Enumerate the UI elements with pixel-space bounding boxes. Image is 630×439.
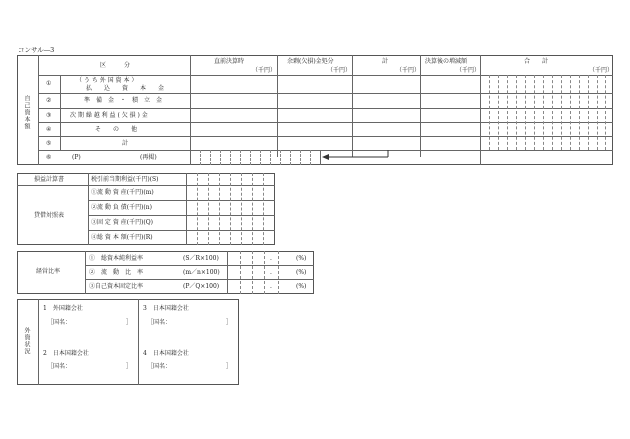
ratio-formula: (P／Q×100) [183,283,220,290]
country-field[interactable]: ［国名： [147,363,172,370]
pl-label: 損益計算書 [34,176,65,183]
capital-side-label: 自己資本額 [23,95,30,130]
country-field[interactable]: ［国名： [147,319,172,326]
row-label: (再掲) [140,154,157,161]
row-label: 次 期 繰 越 利 益 ( 欠 損 ) 金 [70,112,148,119]
ratio-name: ③自己資本固定比率 [89,283,144,290]
header-prev-settlement: 直前決算時 [214,58,245,65]
country-field-close: ］ [126,363,133,370]
row-num: ③ [46,112,52,119]
row-label: 準 備 金 ・ 積 立 金 [84,97,163,104]
bs-label: 貸借対照表 [34,212,65,219]
ratio-name: ② 流 動 比 率 [89,269,144,276]
row-num: ⑤ [46,140,52,147]
header-unit: （千円） [396,67,421,74]
row-num: ② [46,97,52,104]
country-field[interactable]: ［国名： [47,319,72,326]
ratio-name: ① 総資本純利益率 [89,255,144,262]
header-category: 区 分 [100,62,131,69]
row-label: （ う ち 外 国 資 本 ） [76,77,138,84]
ratio-unit: (%) [296,283,307,290]
row-num: ⑥ [46,154,52,161]
ratio-unit: (%) [296,269,307,276]
row-label: そ の 他 [95,126,138,133]
bs-item: ④総 資 本 額(千円)(R) [91,234,153,241]
header-change-after: 決算後の増減額 [425,58,468,65]
country-field-close: ］ [226,319,233,326]
row-num: ① [46,80,52,87]
country-field-close: ］ [126,319,133,326]
header-surplus: 余剰(欠損)金処分 [287,58,334,65]
row-label: 計 [122,140,129,147]
bs-item: ②流 動 負 債(千円)(n) [91,204,152,211]
foreign-cell-title: 3 日本国籍会社 [143,305,189,312]
country-field-close: ］ [226,363,233,370]
ratio-formula: (S／R×100) [183,255,219,262]
row-label: (P) [72,154,81,161]
bs-item: ③固 定 資 産(千円)(Q) [91,219,154,226]
foreign-cell-title: 2 日本国籍会社 [43,350,89,357]
header-total-mid: 計 [382,58,389,65]
country-field[interactable]: ［国名： [47,363,72,370]
ratio-label: 経営比率 [36,268,61,275]
ratio-unit: (%) [296,255,307,262]
form-id: コンサル―3 [18,46,55,54]
header-unit: （千円） [589,67,614,74]
bs-item: ①流 動 資 産(千円)(m) [91,189,154,196]
row-label: 払 込 資 本 金 [86,85,168,92]
foreign-cell-title: 4 日本国籍会社 [143,350,189,357]
foreign-cell-title: 1 外国籍会社 [43,305,83,312]
row-num: ④ [46,126,52,133]
capital-table-frame [17,55,613,165]
ratio-formula: (m／n×100) [183,269,220,276]
header-unit: （千円） [327,67,352,74]
header-unit: （千円） [456,67,481,74]
pl-item: 税引前当期利益(千円)(S) [91,176,159,183]
header-total: 合 計 [524,58,549,65]
foreign-side-label: 外資状況 [23,327,30,355]
arrow-icon [318,150,390,162]
header-unit: （千円） [252,67,277,74]
